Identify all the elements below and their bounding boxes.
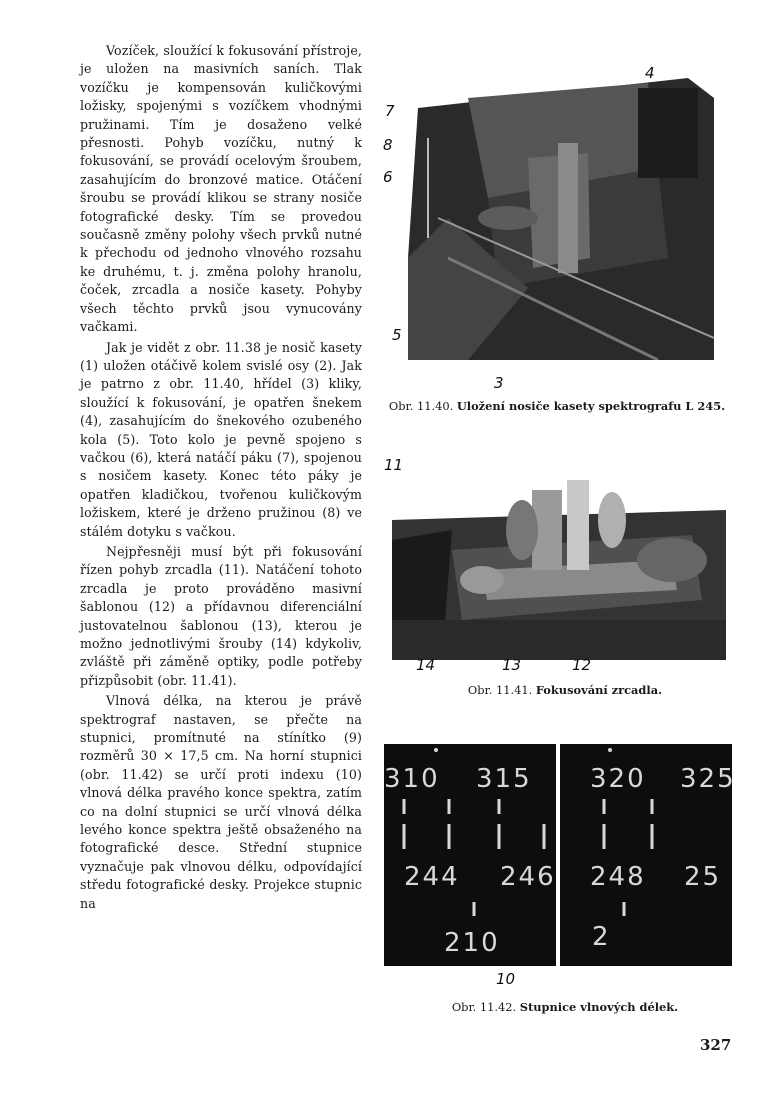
fig41-label-12: 12 bbox=[572, 656, 592, 674]
caption-number: Obr. 11.41. bbox=[467, 683, 533, 697]
paragraph-3: Nejpřesněji musí být při fokusování řízen pohyb zrcadla (11). Natáčení tohoto zrcadla je proto prováděno masivní šablonou (12) a přídavnou diferenciální justovatelnou šablonou (13), kterou je možno jednotlivými šrouby (14) kdykoliv, zvláště při záměně optiky, podle potřeby přizpůsobit (obr. 11.41). bbox=[80, 543, 362, 688]
fig40-label-7: 7 bbox=[385, 102, 395, 120]
figure-11-40-photo bbox=[408, 58, 714, 360]
caption-number: Obr. 11.40. bbox=[388, 399, 454, 413]
fig40-label-6: 6 bbox=[383, 168, 393, 186]
paragraph-4: Vlnová délka, na kterou je právě spektrograf nastaven, se přečte na stupnici, promítnuté na stínítko (9) rozměrů 30 × 17,5 cm. Na horní stupnici (obr. 11.42) se určí proti indexu (10) vlnová délka pravého konce spektra, zatím co na dolní stupnici se určí vlnová délka levého konce spektra ještě obsaženého na fotografické desce. Střední stupnice vyznačuje pak vlnovou délku, odpovídající středu fotografické desky. Projekce stupnic na bbox=[80, 693, 362, 911]
body-text-column bbox=[80, 42, 362, 913]
scale-middle-246: 246 bbox=[500, 862, 556, 892]
scale-tick-marks bbox=[384, 744, 732, 966]
scale-middle-244: 244 bbox=[404, 862, 460, 892]
paragraph-2: Jak je vidět z obr. 11.38 je nosič kasety (1) uložen otáčivě kolem svislé osy (2). Jak je patrno z obr. 11.40, hřídel (3) kliky, sloužící k fokusování, je opatřen šnekem (4), zasahujícím do šnekového ozubeného kola (5). Toto kolo je pevně spojeno s vačkou (6), která natáčí páku (7), spojenou s nosičem kasety. Konec této páky je opatřen kladičkou, tvořenou kuličkovým ložiskem, které je drženo pružinou (8) ve stálém dotyku s vačkou. bbox=[80, 339, 362, 539]
figure-11-42-caption bbox=[420, 1000, 710, 1014]
scale-top-315: 315 bbox=[476, 764, 532, 794]
paragraph-1: Vozíček, sloužící k fokusování přístroje, je uložen na masivních saních. Tlak vozíčku je kompensován kuličkovými ložisky, spojenými s vozíčkem vhodnými pružinami. Tím je dosaženo velké přesnosti. Pohyb vozíčku, nutný k fokusování, se provádí ocelovým šroubem, zasahujícím do bronzové matice. Otáčení šroubu se provádí klikou se strany nosiče fotografické desky. Tím se provedou současně změny polohy všech prvků nutné k přechodu od jednoho vlnového rozsahu ke druhému, t. j. změna polohy hranolu, čoček, zrcadla a nosiče kasety. Pohyby všech těchto prvků jsou vynucovány vačkami. bbox=[80, 43, 362, 335]
figure-11-41-photo bbox=[392, 450, 726, 660]
page-number: 327 bbox=[700, 1036, 732, 1054]
scale-top-325: 325 bbox=[680, 764, 736, 794]
caption-text: Fokusování zrcadla. bbox=[535, 683, 663, 697]
scale-middle-248: 248 bbox=[590, 862, 646, 892]
scale-top-310: 310 bbox=[384, 764, 440, 794]
caption-text: Uložení nosiče kasety spektrografu L 245. bbox=[456, 399, 726, 413]
scale-bottom-210: 210 bbox=[444, 928, 500, 958]
scale-bottom-2: 2 bbox=[592, 922, 611, 952]
scale-middle-25: 25 bbox=[684, 862, 722, 892]
figure-11-41-caption bbox=[420, 683, 710, 697]
fig40-label-4: 4 bbox=[645, 64, 655, 82]
fig40-label-5: 5 bbox=[392, 326, 402, 344]
caption-number: Obr. 11.42. bbox=[451, 1000, 517, 1014]
figure-11-40-caption bbox=[380, 399, 734, 413]
scale-top-320: 320 bbox=[590, 764, 646, 794]
fig42-label-10: 10 bbox=[496, 970, 516, 988]
fig41-label-13: 13 bbox=[502, 656, 522, 674]
fig41-label-14: 14 bbox=[416, 656, 436, 674]
fig40-label-8: 8 bbox=[383, 136, 393, 154]
fig41-label-11: 11 bbox=[384, 456, 404, 474]
caption-text: Stupnice vlnových délek. bbox=[519, 1000, 679, 1014]
fig40-label-3: 3 bbox=[494, 374, 504, 392]
